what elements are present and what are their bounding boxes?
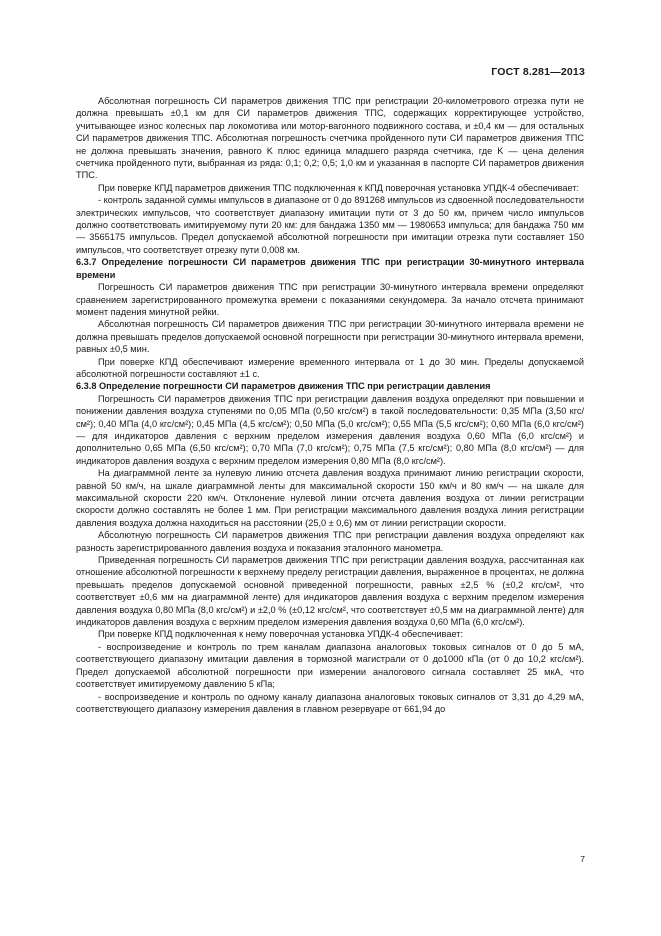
paragraph: На диаграммной ленте за нулевую линию отсчета давления воздуха принимают линию регистрации скорости, равной 50 км/ч, на шкале диаграммной ленты для максимальной скорости 150 км/ч и 80 км/ч — на шкале для максимальной скорости 220 км/ч. Отклонение нулевой линии отсчета давления воздуха от линии регистрации скорости должно составлять не более 1 мм. При регистрации максимального давления воздуха линия регистрации давления воздуха должна находиться на расстоянии (25,0 ± 0,6) мм от линии регистрации скорости. xyxy=(76,468,584,528)
paragraph: При поверке КПД подключенная к нему поверочная установка УПДК-4 обеспечивает: xyxy=(98,629,464,640)
paragraph: Абсолютную погрешность СИ параметров движения ТПС при регистрации давления воздуха определяют как разность зарегистрированного давления воздуха и показания эталонного манометра. xyxy=(76,530,584,553)
section-heading: 6.3.8 Определение погрешности СИ параметров движения ТПС при регистрации давления xyxy=(76,381,491,392)
paragraph: Приведенная погрешность СИ параметров движения ТПС при регистрации давления воздуха, рассчитанная как отношение абсолютной погрешности к верхнему пределу регистрации давления, выраженное в процентах, не должна превышать пределов допускаемой основной приведенной погрешности, равных ±2,5 % (±0,2 кгс/см², что соответствует ±0,6 мм на диаграммной ленте) для индикаторов давления воздуха с верхним пределом измерения давления воздуха 0,80 МПа (8,0 кгс/см²) и ±2,0 % (±0,12 кгс/см², что соответствует ±0,5 мм на диаграммной ленте) для индикаторов давления воздуха с верхним пределом измерения давления воздуха 0,60 МПа (6,0 кгс/см²). xyxy=(76,555,584,628)
document-body xyxy=(76,95,584,715)
list-item: - воспроизведение и контроль по одному каналу диапазона аналоговых токовых сигналов от 3,31 до 4,29 мА, соответствующего диапазону измерения давления в главном резервуаре от 661,94 до xyxy=(76,691,584,714)
paragraph: При поверке КПД обеспечивают измерение временного интервала от 1 до 30 мин. Пределы допускаемой абсолютной погрешности составляют ±1 с. xyxy=(76,356,584,379)
paragraph: При поверке КПД параметров движения ТПС подключенная к КПД поверочная установка УПДК-4 обеспечивает: xyxy=(98,182,580,193)
paragraph: Абсолютная погрешность СИ параметров движения ТПС при регистрации 20-километрового отрезка пути не должна превышать ±0,1 км для СИ параметров движения ТПС, содержащих корректирующее устройство, учитывающее износ колесных пар локомотива или мотор-вагонного подвижного состава, и ±0,4 км — для остальных СИ параметров движения ТПС. Абсолютная погрешность счетчика пройденного пути СИ параметров движения ТПС не должна превышать значения, равного K плюс единица младшего разряда счетчика, где K — цена деления счетчика пройденного пути, выбранная из ряда: 0,1; 0,2; 0,5; 1,0 км и указанная в паспорте СИ параметров движения ТПС. xyxy=(76,96,584,181)
paragraph: Абсолютная погрешность СИ параметров движения ТПС при регистрации 30-минутного интервала времени не должна превышать пределов допускаемой основной погрешности при регистрации 30-минутного интервала времени, равных ±0,5 мин. xyxy=(76,319,584,355)
paragraph: Погрешность СИ параметров движения ТПС при регистрации давления воздуха определяют при повышении и понижении давления воздуха ступенями по 0,05 МПа (0,50 кгс/см²) в такой последовательности: 0,35 МПа (3,50 кгс/см²); 0,40 МПа (4,0 кгс/см²); 0,45 МПа (4,5 кгс/см²); 0,50 МПа (5,0 кгс/см²); 0,55 МПа (5,5 кгс/см²); 0,60 МПа (6,0 кгс/см²) — для индикаторов давления с верхним пределом измерения давления воздуха 0,60 МПа (6,0 кгс/см²) и дополнительно 0,65 МПа (6,50 кгс/см²); 0,70 МПа (7,0 кгс/см²); 0,75 МПа (7,5 кгс/см²); 0,80 МПа (8,0 кгс/см²) — для индикаторов давления воздуха с верхним пределом измерения 0,80 МПа (8,0 кгс/см²). xyxy=(76,393,584,466)
section-heading: 6.3.7 Определение погрешности СИ параметров движения ТПС при регистрации 30-минутного интервала времени xyxy=(76,257,584,280)
page-number: 7 xyxy=(580,854,585,864)
paragraph: Погрешность СИ параметров движения ТПС при регистрации 30-минутного интервала времени определяют сравнением зарегистрированного промежутка времени с показаниями секундомера. За начало отсчета принимают момент падения минутной рейки. xyxy=(76,282,584,317)
list-item: - воспроизведение и контроль по трем каналам диапазона аналоговых токовых сигналов от 0 до 5 мА, соответствующего диапазону имитации давления в тормозной магистрали от 0 до1000 кПа (от 0 до 10,2 кгс/см²). Предел допускаемой абсолютной погрешности при измерении аналогового сигнала составляет 25 мкА, что соответствует имитируемому давлению 5 кПа; xyxy=(76,641,584,690)
list-item: - контроль заданной суммы импульсов в диапазоне от 0 до 891268 импульсов из сдвоенной последовательности электрических импульсов, что соответствует диапазону имитации пути от 3 до 50 км, причем число импульсов должно соответствовать имитируемому пути 20 км: для бандажа 1350 мм — 1980653 импульса; для бандажа 750 мм — 3565175 импульсов. Предел допускаемой абсолютной погрешности при имитации отрезка пути составляет 150 импульсов, что соответствует отрезку пути 0,008 км. xyxy=(76,195,584,255)
document-code: ГОСТ 8.281—2013 xyxy=(491,66,585,78)
